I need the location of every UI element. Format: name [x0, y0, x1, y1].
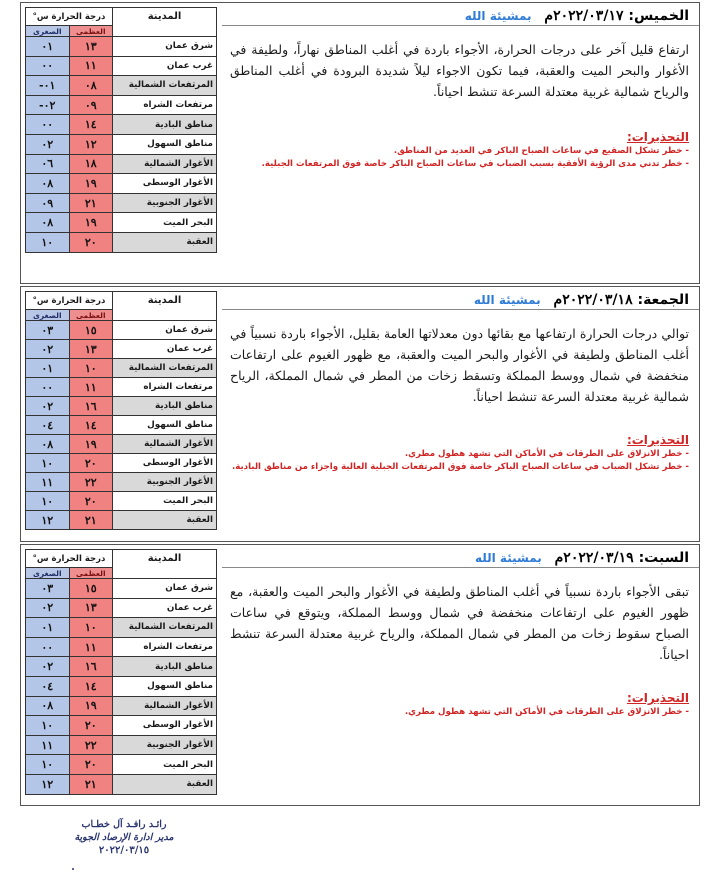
- forecast-panel: [222, 3, 699, 283]
- min-temp: ٠٣: [26, 579, 70, 599]
- day-block-friday: [20, 286, 700, 542]
- day-heading: [230, 549, 689, 567]
- max-temp: ١٩: [69, 174, 113, 194]
- min-temp: ٠١-: [26, 76, 70, 96]
- city-name: غرب عمان: [113, 56, 217, 76]
- city-column-header: المدينة: [113, 292, 217, 321]
- signature-date: ٢٠٢٢/٠٣/١٥: [98, 845, 150, 856]
- max-temp: ١٤: [69, 676, 113, 696]
- city-name: مناطق السهول: [113, 134, 217, 154]
- table-row: [26, 579, 217, 599]
- city-name: البحر الميت: [113, 492, 217, 511]
- city-name: المرتفعات الشمالية: [113, 618, 217, 638]
- min-temp: ٠٨: [26, 696, 70, 716]
- city-name: شرق عمان: [113, 321, 217, 340]
- signatory-title: مدير ادارة الإرصاد الجوية: [74, 832, 174, 843]
- max-temp: ١٥: [69, 579, 113, 599]
- blessing-text: بمشيئة الله: [474, 551, 542, 565]
- temperature-header: درجة الحرارة س°: [26, 550, 113, 568]
- day-name: السبت:: [638, 550, 689, 566]
- table-row: [26, 598, 217, 618]
- table-row: [26, 154, 217, 174]
- max-temp: ١٨: [69, 154, 113, 174]
- day-heading: [230, 7, 689, 25]
- table-row: [26, 676, 217, 696]
- table-row: [26, 618, 217, 638]
- table-row: [26, 696, 217, 716]
- city-name: مرتفعات الشراه: [113, 378, 217, 397]
- table-row: [26, 735, 217, 755]
- city-name: الأغوار الشمالية: [113, 435, 217, 454]
- min-temp: ٠٢: [26, 598, 70, 618]
- city-name: الأغوار الشمالية: [113, 154, 217, 174]
- min-temp: ٠١: [26, 359, 70, 378]
- table-row: [26, 37, 217, 57]
- table-row: [26, 95, 217, 115]
- city-name: الأغوار الشمالية: [113, 696, 217, 716]
- max-header: العظمى: [69, 568, 113, 579]
- min-temp: ٠٣: [26, 321, 70, 340]
- max-temp: ٢٠: [69, 492, 113, 511]
- city-name: الأغوار الجنوبية: [113, 193, 217, 213]
- table-row: [26, 56, 217, 76]
- forecast-panel: [222, 545, 699, 805]
- city-name: شرق عمان: [113, 37, 217, 57]
- min-temp: ٠٤: [26, 676, 70, 696]
- warning-line: - خطر تشكل الصقيع في ساعات الصباح الباكر في العديد من المناطق.: [393, 146, 689, 156]
- min-temp: ١٢: [26, 774, 70, 794]
- heading-divider: [222, 25, 699, 29]
- forecast-text: توالي درجات الحرارة ارتفاعها مع بقائها دون معدلاتها العامة بقليل، الأجواء باردة نسبياً في أغلب المناطق ولطيفة في الأغوار والبحر الميت والعقبة، مع ظهور الغيوم على ارتفاعات منخفضة في شمال ووسط المملكة وتسقط زخات من المطر في شمال المملكة، الرياح شمالية غربية معتدلة السرعة تنشط احياناً.: [230, 326, 689, 404]
- max-header: العظمى: [69, 310, 113, 321]
- min-temp: ٠٠: [26, 378, 70, 397]
- city-name: الأغوار الوسطى: [113, 454, 217, 473]
- ink-dot: [72, 868, 74, 870]
- max-temp: ٢٢: [69, 473, 113, 492]
- city-name: الأغوار الوسطى: [113, 716, 217, 736]
- table-row: [26, 637, 217, 657]
- table-row: [26, 511, 217, 530]
- table-row: [26, 213, 217, 233]
- max-temp: ١٩: [69, 435, 113, 454]
- day-name: الخميس:: [628, 8, 689, 24]
- max-temp: ١٥: [69, 321, 113, 340]
- min-temp: ٠٢: [26, 397, 70, 416]
- day-block-thursday: [20, 2, 700, 284]
- min-temp: ٠٩: [26, 193, 70, 213]
- max-temp: ١٩: [69, 213, 113, 233]
- min-temp: ١٠: [26, 716, 70, 736]
- min-temp: ٠٢: [26, 134, 70, 154]
- min-temp: ١٠: [26, 492, 70, 511]
- max-temp: ٠٩: [69, 95, 113, 115]
- min-temp: ٠٢: [26, 340, 70, 359]
- table-row: [26, 473, 217, 492]
- table-row: [26, 716, 217, 736]
- min-temp: ١٢: [26, 511, 70, 530]
- temperature-header: درجة الحرارة س°: [26, 292, 113, 310]
- table-row: [26, 134, 217, 154]
- max-temp: ٢٠: [69, 755, 113, 775]
- max-temp: ١٣: [69, 37, 113, 57]
- city-name: شرق عمان: [113, 579, 217, 599]
- min-temp: ٠٦: [26, 154, 70, 174]
- table-row: [26, 492, 217, 511]
- max-temp: ١٦: [69, 397, 113, 416]
- max-temp: ١١: [69, 637, 113, 657]
- table-row: [26, 454, 217, 473]
- max-temp: ١٠: [69, 359, 113, 378]
- table-row: [26, 193, 217, 213]
- min-temp: ١٠: [26, 755, 70, 775]
- city-name: الأغوار الجنوبية: [113, 473, 217, 492]
- table-row: [26, 115, 217, 135]
- table-row: [26, 340, 217, 359]
- min-header: الصغرى: [26, 568, 70, 579]
- max-temp: ٢٠: [69, 716, 113, 736]
- blessing-text: بمشيئة الله: [473, 293, 541, 307]
- city-name: الأغوار الجنوبية: [113, 735, 217, 755]
- forecast-text: ارتفاع قليل آخر على درجات الحرارة، الأجواء باردة في أغلب المناطق نهاراً، ولطيفة في الأغوار والبحر الميت والعقبة، فيما تكون الاجواء ليلاً شديدة البرودة في أغلب المناطق والرياح شمالية غربية معتدلة السرعة تنشط احياناً.: [230, 42, 689, 99]
- max-temp: ١٢: [69, 134, 113, 154]
- table-row: [26, 755, 217, 775]
- min-header: الصغرى: [26, 310, 70, 321]
- city-name: المرتفعات الشمالية: [113, 76, 217, 96]
- max-temp: ٢٢: [69, 735, 113, 755]
- city-name: غرب عمان: [113, 340, 217, 359]
- table-row: [26, 321, 217, 340]
- temperature-table: [25, 549, 217, 795]
- table-row: [26, 435, 217, 454]
- city-name: مناطق البادية: [113, 115, 217, 135]
- temperature-table: [25, 7, 217, 253]
- forecast-text: تبقى الأجواء باردة نسبياً في أغلب المناطق ولطيفة في الأغوار والبحر الميت والعقبة، مع ظهور الغيوم على ارتفاعات منخفضة في شمال ووسط المملكة، ويتوقع في ساعات الصباح سقوط زخات من المطر في شمال المملكة، والرياح غربية معتدلة السرعة تنشط احياناً.: [230, 584, 689, 662]
- warning-line: - خطر تشكل الضباب في ساعات الصباح الباكر خاصة فوق المرتفعات الجبلية العالية واجزاء من مناطق البادية.: [231, 462, 689, 472]
- city-column-header: المدينة: [113, 8, 217, 37]
- heading-divider: [222, 309, 699, 313]
- max-temp: ١٦: [69, 657, 113, 677]
- min-temp: ٠٢: [26, 657, 70, 677]
- min-temp: ١٠: [26, 454, 70, 473]
- min-temp: ٠٨: [26, 174, 70, 194]
- table-row: [26, 359, 217, 378]
- min-temp: ٠٨: [26, 435, 70, 454]
- city-name: غرب عمان: [113, 598, 217, 618]
- max-temp: ٢١: [69, 193, 113, 213]
- table-row: [26, 397, 217, 416]
- heading-divider: [222, 567, 699, 571]
- table-row: [26, 774, 217, 794]
- warning-line: - خطر الانزلاق على الطرقات في الأماكن التي تشهد هطول مطري.: [404, 707, 689, 717]
- max-temp: ١٣: [69, 598, 113, 618]
- city-name: البحر الميت: [113, 755, 217, 775]
- temperature-table: [25, 291, 217, 530]
- city-column-header: المدينة: [113, 550, 217, 579]
- min-header: الصغرى: [26, 26, 70, 37]
- table-row: [26, 416, 217, 435]
- max-temp: ٠٨: [69, 76, 113, 96]
- warnings-title: التحذيرات:: [626, 130, 689, 144]
- min-temp: ٠٨: [26, 213, 70, 233]
- table-row: [26, 76, 217, 96]
- city-name: الأغوار الوسطى: [113, 174, 217, 194]
- table-row: [26, 378, 217, 397]
- max-temp: ١١: [69, 56, 113, 76]
- day-date: ٢٠٢٢/٠٣/١٨م: [553, 292, 633, 308]
- forecast-panel: [222, 287, 699, 541]
- day-block-saturday: [20, 544, 700, 806]
- city-name: العقبة: [113, 232, 217, 252]
- min-temp: ٠٠: [26, 115, 70, 135]
- warning-line: - خطر الانزلاق على الطرقات في الأماكن التي تشهد هطول مطري.: [404, 449, 689, 459]
- max-temp: ١٤: [69, 115, 113, 135]
- max-temp: ١١: [69, 378, 113, 397]
- table-row: [26, 232, 217, 252]
- min-temp: ٠١: [26, 618, 70, 638]
- max-temp: ١٩: [69, 696, 113, 716]
- max-temp: ٢٠: [69, 454, 113, 473]
- max-temp: ١٤: [69, 416, 113, 435]
- min-temp: ١١: [26, 473, 70, 492]
- min-temp: ٠٠: [26, 56, 70, 76]
- temperature-header: درجة الحرارة س°: [26, 8, 113, 26]
- max-temp: ٢١: [69, 774, 113, 794]
- city-name: مناطق السهول: [113, 676, 217, 696]
- city-name: البحر الميت: [113, 213, 217, 233]
- city-name: المرتفعات الشمالية: [113, 359, 217, 378]
- table-row: [26, 657, 217, 677]
- city-name: العقبة: [113, 774, 217, 794]
- min-temp: ١١: [26, 735, 70, 755]
- max-temp: ١٠: [69, 618, 113, 638]
- warnings-title: التحذيرات:: [626, 691, 689, 705]
- day-date: ٢٠٢٢/٠٣/١٧م: [544, 8, 624, 24]
- min-temp: ٠١: [26, 37, 70, 57]
- warnings-title: التحذيرات:: [626, 433, 689, 447]
- day-name: الجمعة:: [637, 292, 689, 308]
- table-row: [26, 174, 217, 194]
- city-name: مناطق السهول: [113, 416, 217, 435]
- min-temp: ٠٤: [26, 416, 70, 435]
- day-heading: [230, 291, 689, 309]
- warning-line: - خطر تدني مدى الرؤية الأفقية بسبب الضباب في ساعات الصباح الباكر خاصة فوق المرتفعات الجبلية.: [261, 159, 689, 169]
- city-name: العقبة: [113, 511, 217, 530]
- city-name: مرتفعات الشراه: [113, 637, 217, 657]
- blessing-text: بمشيئة الله: [464, 9, 532, 23]
- city-name: مرتفعات الشراه: [113, 95, 217, 115]
- max-header: العظمى: [69, 26, 113, 37]
- max-temp: ١٣: [69, 340, 113, 359]
- signatory-name: رائـد رافـد آل خطـاب: [81, 819, 167, 830]
- min-temp: ١٠: [26, 232, 70, 252]
- day-date: ٢٠٢٢/٠٣/١٩م: [554, 550, 634, 566]
- max-temp: ٢١: [69, 511, 113, 530]
- min-temp: ٠٢-: [26, 95, 70, 115]
- city-name: مناطق البادية: [113, 657, 217, 677]
- signature-block: [44, 818, 204, 857]
- min-temp: ٠٠: [26, 637, 70, 657]
- city-name: مناطق البادية: [113, 397, 217, 416]
- max-temp: ٢٠: [69, 232, 113, 252]
